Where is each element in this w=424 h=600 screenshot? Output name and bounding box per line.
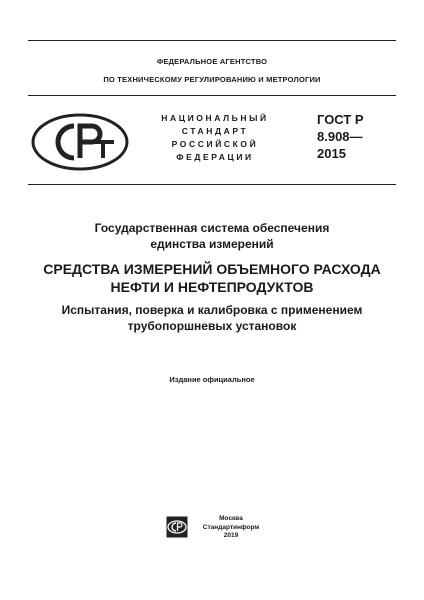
publisher-name: Стандартинформ [202, 523, 260, 531]
national-line: РОССИЙСКОЙ [171, 139, 259, 149]
gost-line: 2015 [317, 146, 346, 161]
national-line: СТАНДАРТ [181, 126, 249, 136]
national-line: ФЕДЕРАЦИИ [176, 152, 254, 162]
top-rule [28, 40, 396, 41]
publisher-info [196, 515, 266, 541]
agency-line-1: ФЕДЕРАЛЬНОЕ АГЕНТСТВО [156, 57, 268, 66]
header-rule [28, 95, 396, 96]
national-standard-label [150, 112, 280, 164]
standard-rule [28, 184, 396, 185]
subtitle-line-1: Испытания, поверка и калибровка с применением [61, 303, 363, 317]
system-title-line-2: единства измерений [150, 237, 274, 251]
main-title-line-2: НЕФТИ И НЕФТЕПРОДУКТОВ [110, 279, 314, 295]
main-title-line-1: СРЕДСТВА ИЗМЕРЕНИЙ ОБЪЕМНОГО РАСХОДА [43, 261, 381, 277]
gost-number [317, 111, 364, 162]
system-title-line-1: Государственная система обеспечения [94, 221, 330, 235]
gost-line: 8.908— [317, 129, 363, 144]
standartinform-logo-icon [166, 516, 188, 538]
edition-label: Издание официальное [169, 375, 255, 384]
gost-line: ГОСТ Р [317, 112, 364, 127]
publisher-city: Москва [219, 515, 243, 522]
agency-line-2: ПО ТЕХНИЧЕСКОМУ РЕГУЛИРОВАНИЮ И МЕТРОЛОГИИ [103, 75, 321, 84]
gost-r-logo-icon [30, 112, 130, 172]
subtitle-line-2: трубопоршневых установок [127, 319, 297, 333]
national-line: НАЦИОНАЛЬНЫЙ [161, 113, 269, 123]
publisher-year: 2019 [223, 532, 239, 539]
